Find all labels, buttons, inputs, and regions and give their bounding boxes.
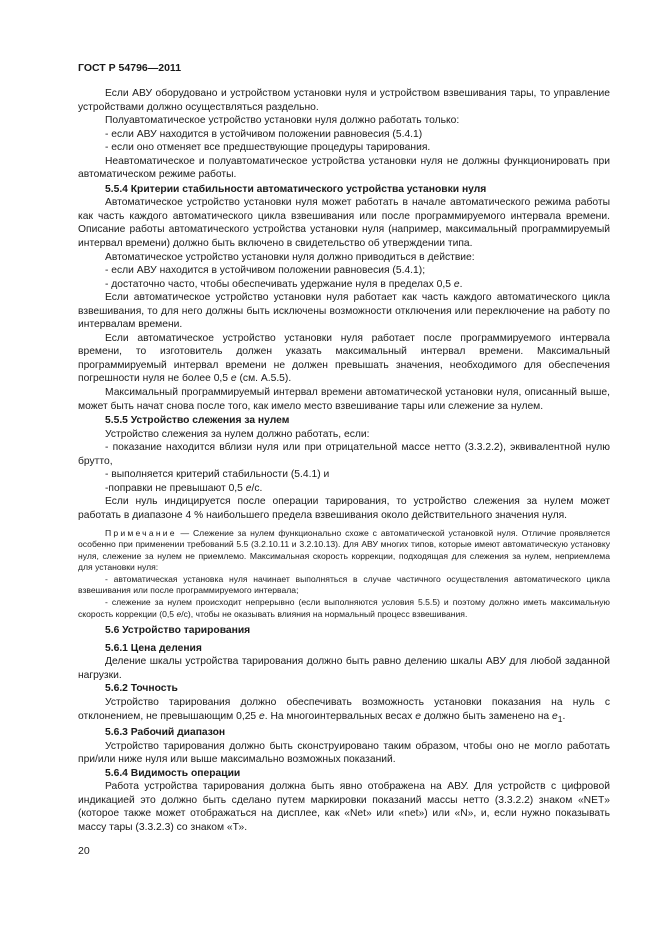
paragraph: Устройство тарирования должно обеспечивать возможность установки показания на нуль с отклонением, не превышающим 0,25 e. На многоинтервальных весах e должно быть заменено на $e_1$. xyxy=(78,696,610,724)
section-heading-5-6-4: 5.6.4 Видимость операции xyxy=(105,767,241,779)
paragraph: Полуавтоматическое устройство установки нуля должно работать только: xyxy=(105,115,460,127)
section-heading-5-6-1: 5.6.1 Цена деления xyxy=(105,642,202,654)
paragraph: Устройство слежения за нулем должно работать, если: xyxy=(105,428,370,440)
list-item: - если АВУ находится в устойчивом положении равновесия (5.4.1) xyxy=(105,128,423,140)
section-heading-5-5-4: 5.5.4 Критерии стабильности автоматического устройства установки нуля xyxy=(105,183,487,195)
list-item: - если АВУ находится в устойчивом положении равновесия (5.4.1); xyxy=(105,265,426,277)
note-label: Примечание xyxy=(105,527,177,538)
list-item: -поправки не превышают 0,5 e/c. xyxy=(105,482,263,494)
list-item: - показание находится вблизи нуля или при отрицательной массе нетто (3.3.2.2), эквивалентной нулю брутто, xyxy=(78,442,610,467)
paragraph: Работа устройства тарирования должна быть явно отображена на АВУ. Для устройств с цифровой индикацией это должно быть сделано путем маркировки показаний массы нетто (3.3.2.2) знаком «NET» (которое также может отображаться на дисплее, как «Net» или «net») или «N», и, если нужно показывать массу тары (3.3.2.3) со знаком «Т». xyxy=(78,781,610,833)
list-item: - достаточно часто, чтобы обеспечивать удержание нуля в пределах 0,5 e. xyxy=(105,278,463,290)
note-block xyxy=(78,528,610,621)
note-paragraph: Примечание — Слежение за нулем функционально схоже с автоматической установкой нуля. Отличие проявляется особенно при применении требований 5.5 (3.2.10.11 и 3.2.10.13). Для АВУ многих типов, которые имеют автоматическую установку нуля, слежение за нулем не приемлемо. Максимальная скорость коррекции, подходящая для слежения за нулем, неприемлема для установки нуля: xyxy=(78,527,610,573)
note-list-item: - слежение за нулем происходит непрерывно (если выполняются условия 5.5.5) и поэтому должно иметь максимальную скорость коррекции (0,5 e/c), чтобы не оказывать влияния на нормальный процесс взвешивания. xyxy=(78,597,610,619)
paragraph: Если АВУ оборудовано и устройством установки нуля и устройством взвешивания тары, то управление устройствами должно осуществляться раздельно. xyxy=(78,88,610,113)
section-heading-5-6-2: 5.6.2 Точность xyxy=(105,683,178,695)
paragraph: Если автоматическое устройство установки нуля работает как часть каждого автоматического цикла взвешивания, то для него должны быть исключены возможности отключения или переключение на работу по интервалам времени. xyxy=(78,292,610,331)
paragraph: Автоматическое устройство установки нуля может работать в начале автоматического режима работы как часть каждого автоматического цикла взвешивания или после программируемого интервала времени. Описание работы автоматического устройства установки нуля (например, максимальный программируемый интервал времени) должно быть включено в свидетельство об утверждении типа. xyxy=(78,197,610,250)
list-item: - выполняется критерий стабильности (5.4.1) и xyxy=(105,469,330,481)
paragraph: Если нуль индицируется после операции тарирования, то устройство слежения за нулем может работать в диапазоне 4 % наибольшего предела взвешивания около действительного значения нуля. xyxy=(78,496,610,521)
page-number: 20 xyxy=(78,845,90,857)
standard-code: ГОСТ Р 54796—2011 xyxy=(78,62,182,74)
paragraph: Автоматическое устройство установки нуля должно приводиться в действие: xyxy=(105,251,475,263)
paragraph: Устройство тарирования должно быть сконструировано таким образом, чтобы оно не могло работать при/или ниже нуля или выше максимально возможных показаний. xyxy=(78,740,610,766)
paragraph: Если автоматическое устройство установки нуля работает после программируемого интервала времени, то изготовитель должен указать максимальный интервал времени. Максимальный программируемый интервал времени не должен превышать значения, необходимого для обеспечения погрешности нуля не более 0,5 e (см. А.5.5). xyxy=(78,332,610,385)
paragraph: Деление шкалы устройства тарирования должно быть равно делению шкалы АВУ для любой заданной нагрузки. xyxy=(78,656,610,681)
section-heading-5-5-5: 5.5.5 Устройство слежения за нулем xyxy=(105,415,290,427)
paragraph: Максимальный программируемый интервал времени автоматической установки нуля, описанный выше, может быть начат снова после того, как имело место взвешивание тары или слежение за нулем. xyxy=(78,387,610,412)
note-list-item: - автоматическая установка нуля начинает выполняться в случае частичного осуществления автоматического цикла взвешивания или после программируемого интервала; xyxy=(78,573,610,596)
paragraph: Неавтоматическое и полуавтоматическое устройства установки нуля не должны функционировать при автоматическом режиме работы. xyxy=(78,155,610,181)
list-item: - если оно отменяет все предшествующие процедуры тарирования. xyxy=(105,142,431,154)
document-body xyxy=(78,87,610,835)
section-heading-5-6: 5.6 Устройство тарирования xyxy=(105,625,251,637)
section-heading-5-6-3: 5.6.3 Рабочий диапазон xyxy=(105,727,226,739)
